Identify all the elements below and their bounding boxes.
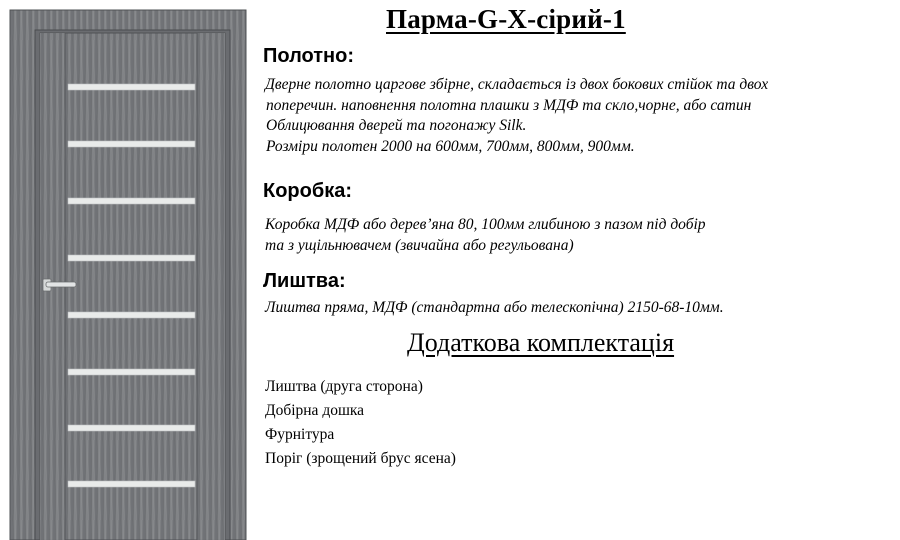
list-item: Фурнітура [265,426,335,443]
glass-strip [68,84,195,90]
text-line: поперечин. наповнення полотна плашки з МДФ та скло,чорне, або сатин [266,96,752,114]
door-illustration [0,0,250,540]
glass-strip [68,481,195,487]
text-line: та з ущільнювачем (звичайна або регульована) [265,236,574,254]
glass-strip [68,369,195,375]
glass-strip [68,312,195,318]
text-line: Облицювання дверей та погонажу Silk. [266,117,527,134]
text-line: Розміри полотен 2000 на 600мм, 700мм, 800мм, 900мм. [266,137,635,155]
section-heading-korobka: Коробка: [263,180,353,202]
glass-strip [68,198,195,204]
section-text-lyshtva [265,298,724,319]
section-heading-polotno: Полотно: [263,45,355,67]
text-line: Коробка МДФ або дерев’яна 80, 100мм глибиною з пазом під добір [265,216,706,233]
product-title: Парма-G-X-сірий-1 [386,4,626,34]
text-line: Лиштва пряма, МДФ (стандартна або телескопічна) 2150-68-10мм. [265,299,724,316]
text-line: Дверне полотно царгове збірне, складається із двох бокових стійок та двох [265,76,769,93]
list-item: Лиштва (друга сторона) [265,378,423,395]
section-text-polotno [265,75,768,157]
list-item: Добірна дошка [265,402,365,419]
glass-strip [68,141,195,147]
list-item: Поріг (зрощений брус ясена) [265,450,456,467]
section-heading-lyshtva: Лиштва: [263,270,346,292]
section-text-korobka [265,215,706,256]
extras-list [265,375,456,471]
glass-strip [68,255,195,261]
door-image [0,0,250,540]
door-right-stile [197,33,225,540]
glass-strip [68,425,195,431]
extras-title: Додаткова комплектація [407,328,675,357]
